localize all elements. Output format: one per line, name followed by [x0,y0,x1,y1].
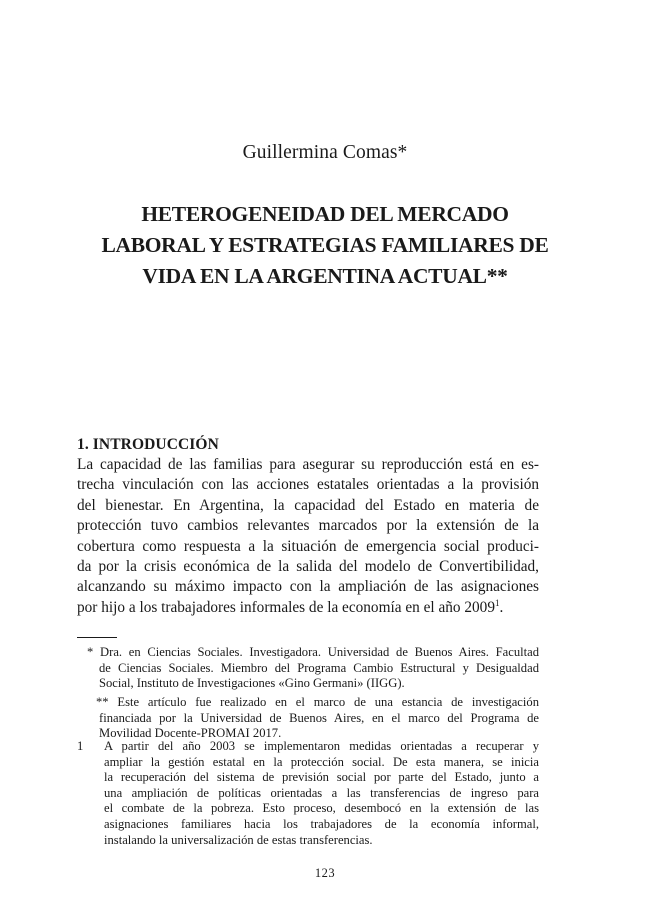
body-line: del bienestar. En Argentina, la capacidad del Estado en materia de [77,496,539,514]
title-line: VIDA EN LA ARGENTINA ACTUAL** [142,264,508,288]
footnote-author [77,645,539,692]
page-number: 123 [314,866,336,880]
footnote-reference[interactable]: 1 [494,597,500,608]
footnote-line: Movilidad Docente-PROMAI 2017. [99,726,282,741]
footnote-line: una ampliación de políticas orientadas a las transferencias de ingreso para [104,785,539,800]
footnote-1 [77,739,539,848]
body-line: alcanzando su máximo impacto con la ampliación de las asignaciones [77,578,539,596]
body-line: cobertura como respuesta a la situación de emergencia social produci- [77,537,539,555]
body-paragraph [77,455,539,618]
footnote-line: ** Este artículo fue realizado en el marco de una estancia de investigación [96,695,539,709]
footnote-line: asignaciones familiares hacia los trabajadores de la economía informal, [104,816,539,831]
footnote-separator [77,637,117,638]
body-line: trecha vinculación con las acciones estatales orientadas a la provisión [77,476,539,494]
body-line-end: . [499,598,504,616]
body-line: protección tuvo cambios relevantes marcados por la extensión de la [77,517,539,535]
footnote-line: A partir del año 2003 se implementaron medidas orientadas a recuperar y [104,739,539,753]
footnote-line: el combate de la pobreza. Esto proceso, desembocó en la extensión de las [104,801,539,816]
footnote-line: instalando la universalización de estas transferencias. [104,832,373,847]
author-name: Guillermina Comas* [242,142,408,163]
footnote-line: * Dra. en Ciencias Sociales. Investigadora. Universidad de Buenos Aires. Facultad [87,645,539,659]
body-line: da por la crisis económica de la salida del modelo de Convertibilidad, [77,558,539,576]
footnote-line: la recuperación del sistema de previsión social por parte del Estado, junto a [104,770,539,785]
article-title [60,199,590,292]
footnote-line: financiada por la Universidad de Buenos Aires, en el marco del Programa de [99,710,539,725]
footnote-line: Social, Instituto de Investigaciones «Gino Germani» (IIGG). [99,676,405,691]
body-line-text: por hijo a los trabajadores informales de la economía en el año 2009 [77,598,495,616]
footnote-line: ampliar la gestión estatal en la protección social. De esta manera, se inicia [104,754,539,769]
footnote-line: de Ciencias Sociales. Miembro del Programa Cambio Estructural y Desigualdad [99,660,539,675]
body-line-last [77,598,539,618]
footnote-article [77,695,539,742]
title-line: LABORAL Y ESTRATEGIAS FAMILIARES DE [101,233,549,257]
footnote-number: 1 [77,739,84,753]
section-heading: 1. INTRODUCCIÓN [77,436,219,453]
body-line: La capacidad de las familias para asegurar su reproducción está en es- [77,456,539,473]
title-line: HETEROGENEIDAD DEL MERCADO [141,202,509,226]
